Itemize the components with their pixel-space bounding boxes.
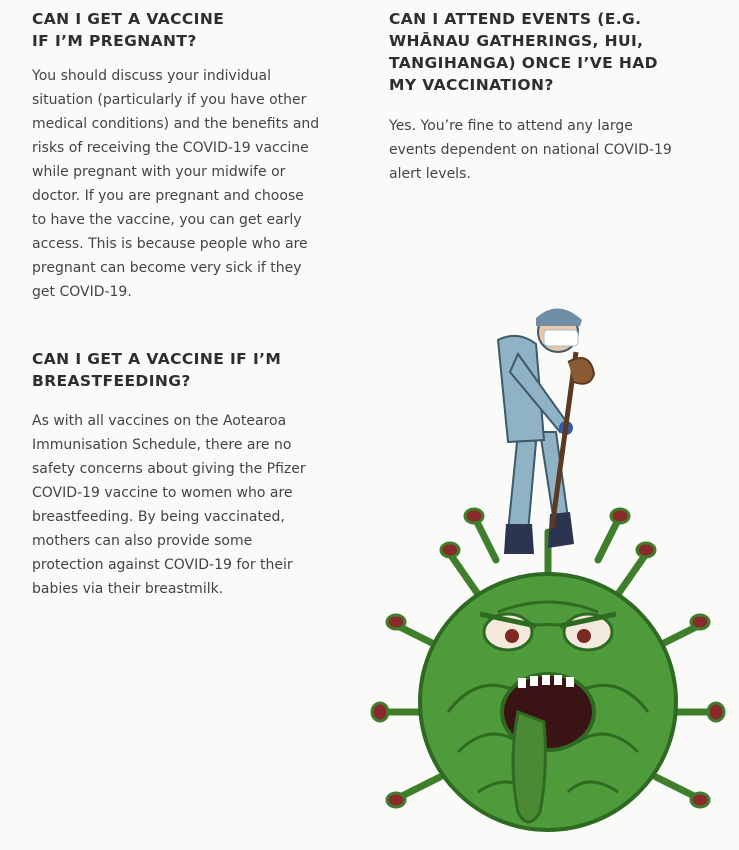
breastfeeding-answer-text: As with all vaccines on the Aotearoa Immunisation Schedule, there are no safety concerns about giving the Pfizer COVID-19 vaccine to women who are breastfeeding. By being vaccinated, mothers can also provide some protection against COVID-19 for their babies via their breastmilk. <box>32 413 306 597</box>
health-worker-figure <box>498 308 594 554</box>
pregnancy-question-heading: CAN I GET A VACCINE IF I’M PREGNANT? <box>32 10 225 50</box>
events-answer-text: Yes. You’re fine to attend any large events dependent on national COVID-19 alert levels. <box>389 118 672 182</box>
pregnancy-answer-text: You should discuss your individual situation (particularly if you have other medical conditions) and the benefits and risks of receiving the COVID-19 vaccine while pregnant with your midwife or doctor. If you are pregnant and choose to have the vaccine, you can get early access. This is because people who are pregnant can become very sick if they get COVID-19. <box>32 68 320 300</box>
events-question-heading: CAN I ATTEND EVENTS (E.G. WHĀNAU GATHERINGS, HUI, TANGIHANGA) ONCE I’VE HAD MY VACCINATION? <box>389 10 658 94</box>
health-worker-defeating-virus-illustration <box>368 292 728 844</box>
breastfeeding-question-heading: CAN I GET A VACCINE IF I’M BREASTFEEDING? <box>32 350 282 390</box>
